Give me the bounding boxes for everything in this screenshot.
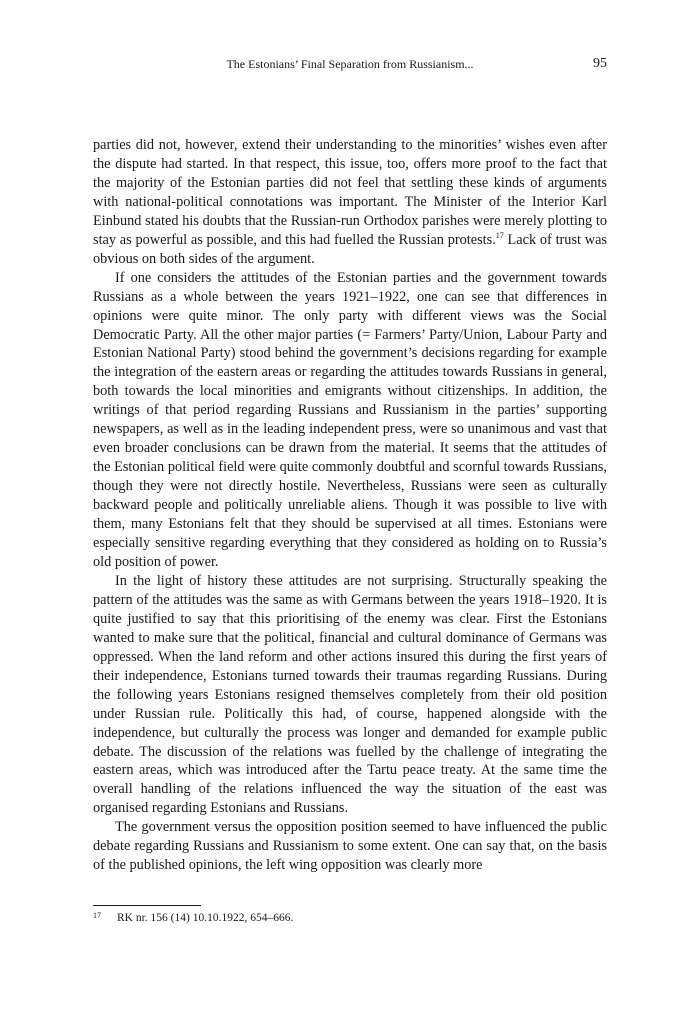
running-title: The Estonians’ Final Separation from Russianism... bbox=[226, 57, 474, 71]
paragraph-1 bbox=[93, 136, 607, 269]
paragraph-1-text-end: Lack of trust was obvious on both sides of the argument. bbox=[93, 231, 607, 267]
page-number: 95 bbox=[593, 56, 607, 71]
footnote-divider bbox=[93, 905, 201, 906]
footnote-text: RK nr. 156 (14) 10.10.1922, 654–666. bbox=[117, 912, 294, 924]
footnote-17 bbox=[93, 910, 607, 926]
paragraph-4: The government versus the opposition position seemed to have influenced the public debate regarding Russians and Russianism to some extent. One can say that, on the basis of the published opinions, the left wing opposition was clearly more bbox=[93, 819, 607, 874]
running-head bbox=[93, 55, 607, 73]
paragraph-1-text: parties did not, however, extend their understanding to the minorities’ wishes even after the dispute had started. In that respect, this issue, too, offers more proof to the fact that the majority of the Estonian parties did not feel that settling these kinds of arguments with national-political connotations was important. The Minister of the Interior Karl Einbund stated his doubts that the Russian-run Orthodox parishes were merely plotting to stay as powerful as possible, and this had fuelled the Russian protests. bbox=[93, 137, 607, 248]
body-text bbox=[93, 136, 607, 875]
paragraph-3: In the light of history these attitudes are not surprising. Structurally speaking the pattern of the attitudes was the same as with Germans between the years 1918–1920. It is quite justified to say that this prioritising of the enemy was clear. First the Estonians wanted to make sure that the political, financial and cultural dominance of Germans was oppressed. When the land reform and other actions insured this during the first years of their independence, Estonians turned towards their traumas regarding Russians. During the following years Estonians resigned themselves completely from their old position under Russian rule. Politically this had, of course, happened alongside with the independence, but culturally the process was longer and demanded for example public debate. The discussion of the relations was fuelled by the challenge of integrating the eastern areas, which was introduced after the Tartu peace treaty. At the same time the overall handling of the relations influenced the way the situation of the east was organised regarding Estonians and Russians. bbox=[93, 572, 607, 817]
footnote-number: 17 bbox=[93, 911, 101, 920]
footnote-ref-17[interactable]: 17 bbox=[495, 231, 504, 240]
paragraph-2: If one considers the attitudes of the Estonian parties and the government towards Russians as a whole between the years 1921–1922, one can see that differences in opinions were quite minor. The only party with different views was the Social Democratic Party. All the other major parties (= Farmers’ Party/Union, Labour Party and Estonian National Party) stood behind the government’s decisions regarding for example the integration of the eastern areas or regarding the attitudes towards Russians in general, both towards the local minorities and emigrants without citizenships. In addition, the writings of that period regarding Russians and Russianism in the parties’ supporting newspapers, as well as in the leading independent press, were so unanimous and vast that even broader conclusions can be drawn from the material. It seems that the attitudes of the Estonian political field were quite commonly doubtful and scornful towards Russians, though they were not directly hostile. Nevertheless, Russians were seen as culturally backward people and politically unreliable aliens. Though it was possible to live with them, many Estonians felt that they should be supervised at all times. Estonians were especially sensitive regarding everything that they considered as holding on to Russia’s old position of power. bbox=[93, 269, 607, 570]
